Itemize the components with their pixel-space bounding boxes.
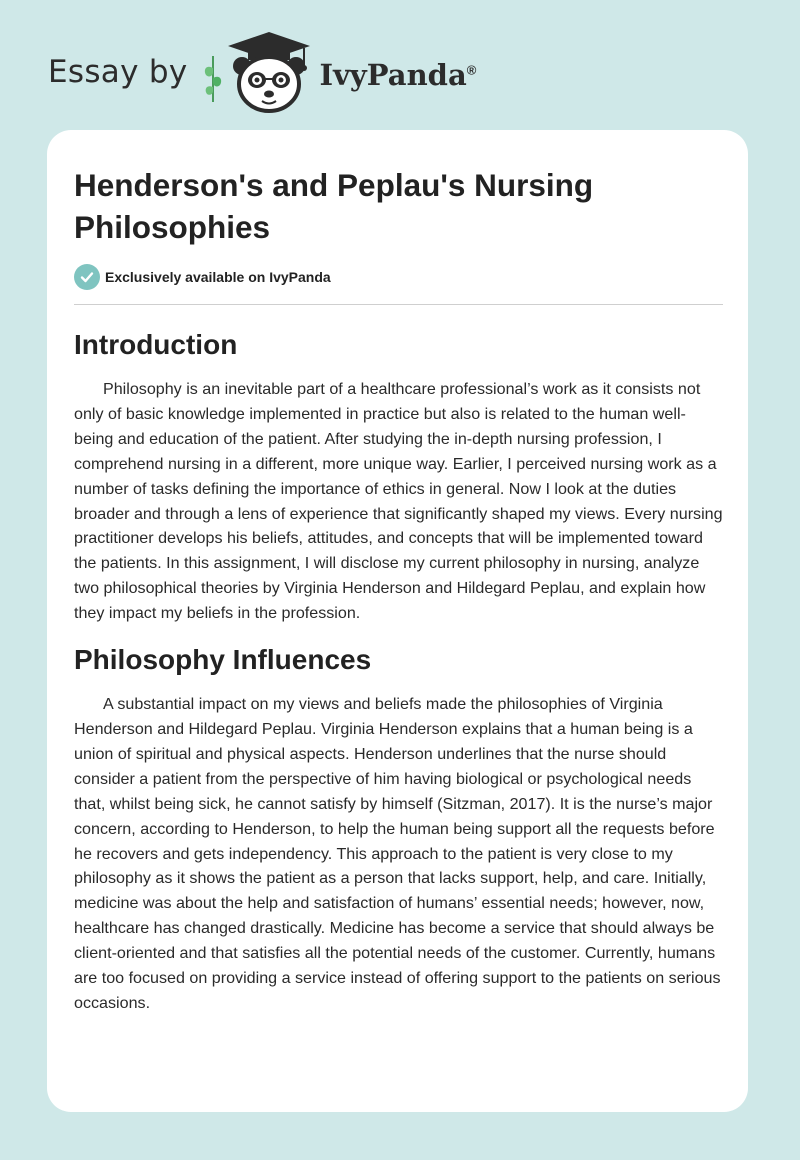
section-heading-introduction: Introduction [74, 329, 238, 360]
brand-name[interactable]: IvyPanda® [319, 58, 477, 92]
essay-by-label: Essay by [48, 54, 188, 90]
exclusive-badge [74, 264, 723, 290]
section-heading-philosophy-influences: Philosophy Influences [74, 644, 372, 676]
panda-graduate-logo-icon [226, 30, 312, 114]
article-card [47, 130, 748, 1112]
section-paragraph-introduction: Philosophy is an inevitable part of a healthcare professional’s work as it consists not only of basic knowledge implemented in practice but also is related to the human well-being and education of the patient. After studying the in-depth nursing profession, I comprehend nursing in a different, more unique way. Earlier, I perceived nursing work as a number of tasks defining the importance of ethics in general. Now I look at the duties broader and through a lens of experience that significantly shaped my views. Every nursing practitioner develops his beliefs, attitudes, and concepts that will be implemented toward the patients. In this assignment, I will disclose my current philosophy in nursing, analyze two philosophical theories by Virginia Henderson and Hildegard Peplau, and explain how they impact my beliefs in the profession. [74, 380, 723, 623]
registered-mark: ® [466, 62, 477, 78]
section-paragraph-philosophy-influences: A substantial impact on my views and beliefs made the philosophies of Virginia Henderson and Hildegard Peplau. Virginia Henderson explains that a human being is a union of spiritual and physical aspects. Henderson underlines that the nurse should consider a patient from the perspective of him having biological or psychological needs that, whilst being sick, he cannot satisfy by himself (Sitzman, 2017). It is the nurse’s major concern, according to Henderson, to help the human being support all the requests before he recovers and gets independency. This approach to the patient is very close to my philosophy as it shows the patient as a person that lacks support, help, and care. Initially, medicine was about the help and satisfaction of humans’ essential needs; however, now, healthcare has changed drastically. Medicine has become a service that should always be client-oriented and that satisfies all the potential needs of the customer. Currently, humans are too focused on providing a service instead of offering support to the patients on serious occasions. [74, 695, 721, 1012]
check-icon [74, 264, 100, 290]
article-content [74, 164, 723, 1032]
divider [74, 304, 723, 305]
exclusive-label: Exclusively available on IvyPanda [105, 269, 331, 285]
site-header [48, 30, 476, 114]
ivy-leaf-icon [202, 54, 224, 104]
article-title: Henderson's and Peplau's Nursing Philosophies [74, 167, 594, 245]
